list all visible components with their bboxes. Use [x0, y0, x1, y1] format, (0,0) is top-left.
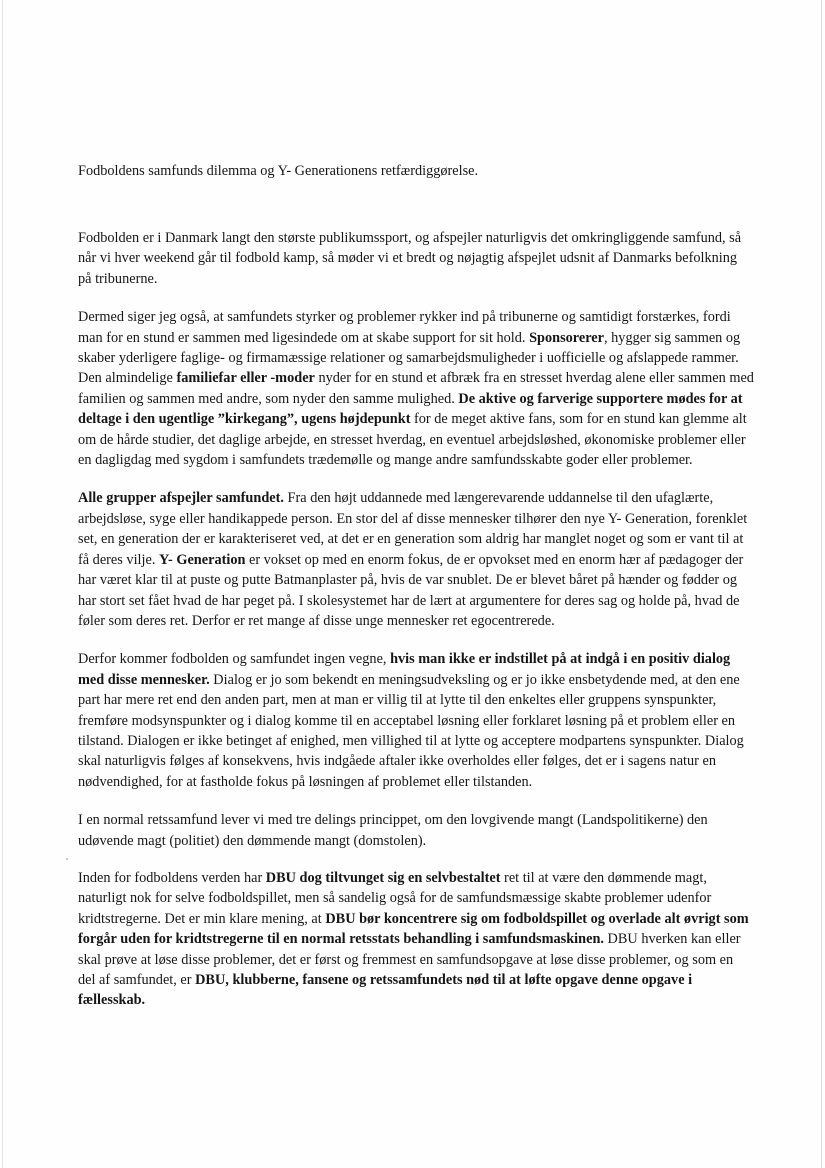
paragraph-text: Dermed siger jeg også, at samfundets styrker og problemer rykker ind på tribunerne og samtidigt forstærkes, fordi man for en stund er sammen med ligesindede om at skabe support for sit hold. — [78, 309, 731, 346]
document-title: Fodboldens samfunds dilemma og Y- Generationens retfærdiggørelse. — [78, 163, 479, 179]
bold-text: Sponsorerer — [529, 329, 604, 346]
paragraph-text: nyder for en stund et afbræk fra en stresset hverdag alene eller sammen med familien og sammen med andre, som nyder den samme mulighed. — [78, 370, 754, 407]
paragraph-text: Fodbolden er i Danmark langt den største publikumssport, og afspejler naturligvis det omkringliggende samfund, så når vi hver weekend går til fodbold kamp, så møder vi et bredt og nøjagtig afspejlet udsnit af Danmarks befolkning på tribunerne. — [78, 230, 742, 287]
bold-text: Y- Generation — [158, 551, 246, 568]
scan-edge-left — [2, 0, 3, 1168]
paragraph-separation-of-powers — [78, 810, 754, 851]
paragraph-text: DBU hverken kan eller skal prøve at løse disse problemer, det er først og fremmest en samfundsopgave at løse disse problemer, og som en del af samfundet, er — [78, 931, 741, 988]
paragraph-text: for de meget aktive fans, som for en stund kan glemme alt om de hårde studier, det daglige arbejde, en stresset hverdag, en eventuel arbejdsløshed, økonomiske problemer eller en dagligdag med sygdom i samfundets trædemølle og mange andre samfundsskabte goder eller problemer. — [78, 411, 747, 469]
scan-edge-right — [821, 0, 822, 1168]
paragraph-text: Inden for fodboldens verden har — [78, 869, 266, 886]
bold-text: DBU bør koncentrere sig om fodboldspillet og overlade alt øvrigt som forgår uden for kridtstregerne til en normal retsstats behandling i samfundsmaskinen. — [78, 910, 749, 948]
paragraph-all-groups — [78, 488, 754, 631]
paragraph-society-strengths — [78, 307, 754, 470]
paragraph-intro — [78, 228, 754, 289]
bold-text: DBU, klubberne, fansene og retssamfundets nød til at løfte opgave denne opgave i fællesskab. — [78, 972, 693, 1009]
bold-text: De aktive og farverige supportere mødes for at deltage i den ugentlige ”kirkegang”, ugens højdepunkt — [78, 390, 743, 428]
bold-text: Alle grupper afspejler samfundet. — [78, 490, 284, 507]
paragraph-dialog — [78, 649, 754, 792]
document-body — [78, 228, 754, 1029]
bold-text: DBU dog tiltvunget sig en selvbestaltet — [265, 869, 501, 886]
paragraph-text: Dialog er jo som bekendt en meningsudveksling og er jo ikke ensbetydende med, at den ene part har mere ret end den anden part, men at man er villig til at lytte til den enkeltes eller gruppens synspunkter, fremføre modsynspunkter og i dialog komme til en acceptabel løsning eller forklaret løsning på et problem eller en tilstand. Dialogen er ikke betinget af enighed, men villighed til at lytte og acceptere modpartens synspunkter. Dialog skal naturligvis følges af konsekvens, hvis indgåede aftaler ikke overholdes eller følges, det er i sagens natur en nødvendighed, for at fastholde fokus på løsningen af problemet eller tilstanden. — [78, 671, 744, 790]
paragraph-text: I en normal retssamfund lever vi med tre delings princippet, om den lovgivende mangt (Landspolitikerne) den udøvende magt (politiet) den dømmende mangt (domstolen). — [78, 812, 708, 849]
paragraph-text: Derfor kommer fodbolden og samfundet ingen vegne, — [78, 651, 391, 668]
bold-text: hvis man ikke er indstillet på at indgå i en positiv dialog med disse mennesker. — [78, 651, 731, 688]
scan-speck — [66, 858, 68, 860]
bold-text: familiefar eller -moder — [176, 370, 315, 387]
paragraph-text: ret til at være den dømmende magt, naturligt nok for selve fodboldspillet, men så sandelig også for de samfundsmæssige skabte problemer udenfor kridtstregerne. Det er min klare mening, at — [78, 869, 712, 927]
paragraph-text: , hygger sig sammen og skaber yderligere faglige- og firmamæssige relationer og samarbejdsmuligheder i uofficielle og afslappede rammer. Den almindelige — [78, 329, 741, 387]
paragraph-dbu — [78, 868, 754, 1011]
paragraph-text: er vokset op med en enorm fokus, de er opvokset med en enorm hær af pædagoger der har været klar til at puste og putte Batmanplaster på, hvis de var snublet. De er blevet båret på hænder og fødder og har stort set fået hvad de har peget på. I skolesystemet har de lært at argumentere for deres sag og holde på, hvad de føler som deres ret. Derfor er ret mange af disse unge mennesker ret egocentrerede. — [78, 551, 744, 629]
paragraph-text: Fra den højt uddannede med længerevarende uddannelse til den ufaglærte, arbejdsløse, syge eller handikappede person. En stor del af disse mennesker tilhører den nye Y- Generation, forenklet set, en generation der er karakteriseret ved, at det er en generation som aldrig har manglet noget og som er vant til at få deres vilje. — [78, 490, 748, 568]
